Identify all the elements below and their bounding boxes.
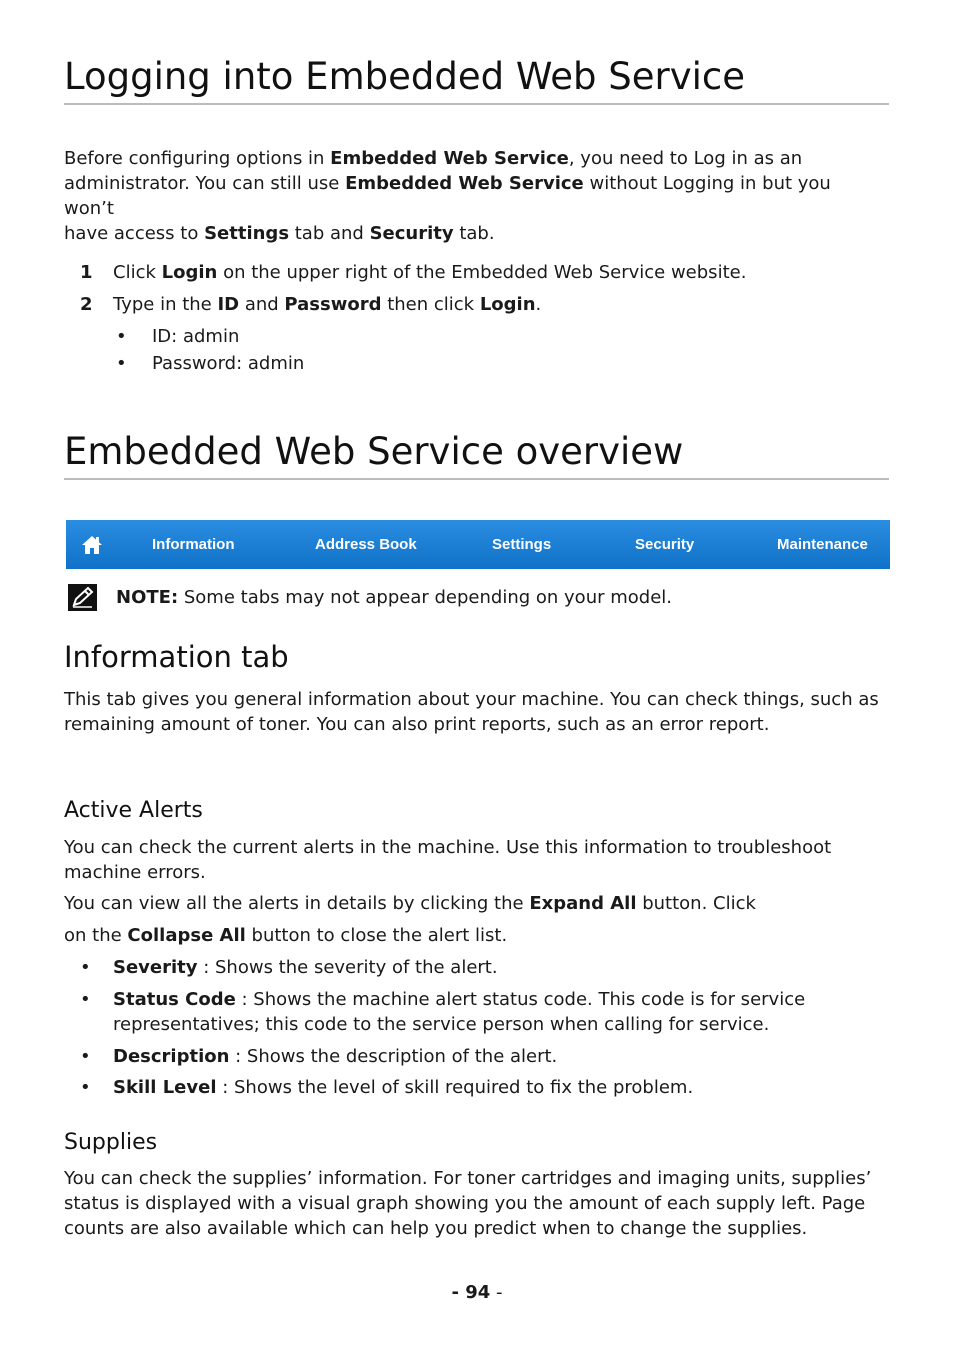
step-1: 1 Click Login on the upper right of the Embedded Web Service website. — [80, 262, 747, 283]
tab-address-book[interactable]: Address Book — [315, 536, 417, 553]
tab-settings[interactable]: Settings — [492, 536, 552, 553]
page-title: Logging into Embedded Web Service — [64, 55, 746, 98]
home-icon[interactable] — [81, 535, 103, 555]
alert-item-severity: • Severity : Shows the severity of the alert. — [80, 957, 498, 978]
intro-paragraph: Before configuring options in Embedded Web Service, you need to Log in as an administrator. You can still use Embedded Web Service without Logging in but you won’t have access to Settings tab and Security tab. — [64, 148, 831, 244]
overview-divider — [64, 478, 889, 480]
tab-maintenance[interactable]: Maintenance — [777, 536, 868, 553]
alert-item-status-code: • Status Code : Shows the machine alert status code. This code is for service representatives; this code to the service person when calling for service. — [80, 989, 806, 1035]
information-tab-text: This tab gives you general information about your machine. You can check things, such as remaining amount of toner. You can also print reports, such as an error report. — [64, 689, 879, 735]
title-divider — [64, 103, 889, 105]
alert-item-skill-level: • Skill Level : Shows the level of skill required to fix the problem. — [80, 1077, 694, 1098]
bullet-password: • Password: admin — [116, 353, 305, 374]
collapse-all-text: on the Collapse All button to close the alert list. — [64, 925, 508, 946]
step-2: 2 Type in the ID and Password then click Login. — [80, 294, 542, 315]
ews-tab-bar — [66, 520, 890, 569]
note-text: NOTE: Some tabs may not appear depending on your model. — [116, 587, 672, 608]
tab-security[interactable]: Security — [635, 536, 695, 553]
supplies-heading: Supplies — [64, 1130, 158, 1155]
active-alerts-intro: You can check the current alerts in the machine. Use this information to troubleshoot machine errors. — [64, 837, 832, 883]
bullet-id: • ID: admin — [116, 326, 240, 347]
alert-item-description: • Description : Shows the description of the alert. — [80, 1046, 558, 1067]
information-tab-heading: Information tab — [64, 640, 289, 674]
supplies-text: You can check the supplies’ information. For toner cartridges and imaging units, supplies’ status is displayed with a visual graph showing you the amount of each supply left. Page counts are also available which can help you predict when to change the supplies. — [64, 1168, 872, 1239]
section-title-overview: Embedded Web Service overview — [64, 430, 684, 473]
page-number: - 94 - — [451, 1282, 503, 1303]
expand-all-text: You can view all the alerts in details by clicking the Expand All button. Click — [64, 893, 756, 914]
tab-information[interactable]: Information — [152, 536, 235, 553]
note-pencil-icon — [68, 584, 97, 611]
active-alerts-heading: Active Alerts — [64, 798, 203, 823]
